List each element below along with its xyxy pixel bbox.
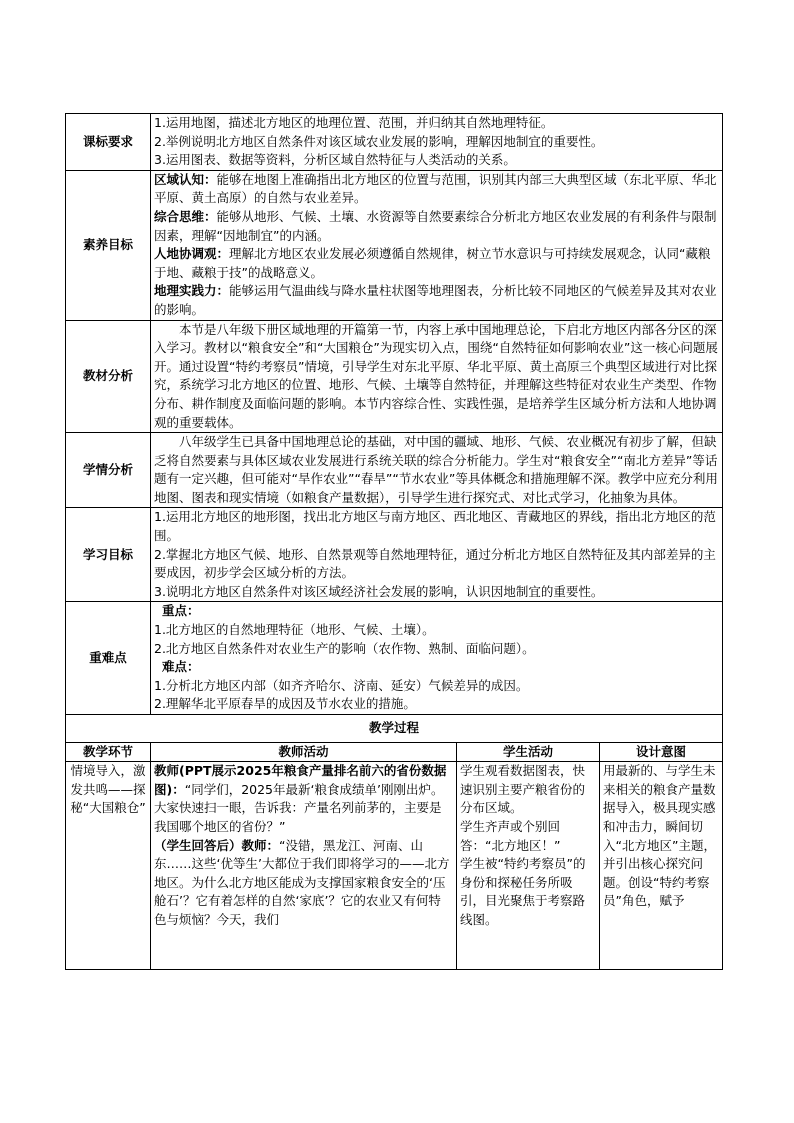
- header-intent: 设计意图: [600, 742, 723, 762]
- key-point-item: 2.北方地区自然条件对农业生产的影响（农作物、熟制、面临问题）。: [154, 640, 535, 656]
- lesson-plan-table: [65, 113, 723, 970]
- literacy-item-head: 人地协调观：: [154, 246, 230, 262]
- textbook-label: 教材分析: [66, 320, 151, 433]
- literacy-content: [151, 170, 723, 320]
- curriculum-item: 1.运用地图，描述北方地区的地理位置、范围，并归纳其自然地理特征。: [154, 115, 554, 130]
- teacher-head: 教师(PPT展示2025年粮食产量排名前六的省份数据图)：: [154, 763, 447, 797]
- process-title-row: [66, 715, 723, 743]
- students-label: 学情分析: [66, 433, 151, 508]
- objectives-row: [66, 508, 723, 602]
- process-stage: [66, 762, 151, 970]
- process-header-row: [66, 742, 723, 762]
- literacy-row: [66, 170, 723, 320]
- students-row: [66, 433, 723, 508]
- key-point-item: 1.北方地区的自然地理特征（地形、气候、土壤）。: [154, 622, 435, 638]
- objective-item: 2.掌握北方地区气候、地形、自然景观等自然地理特征，通过分析北方地区自然特征及其内部差异的主要成因，初步学会区域分析的方法。: [154, 546, 716, 581]
- student-activity: 学生观看数据图表，快速识别主要产粮省份的分布区域。: [460, 763, 586, 816]
- header-stage: 教学环节: [66, 742, 151, 762]
- literacy-item-head: 综合思维：: [154, 208, 217, 224]
- process-teacher-body: [154, 762, 453, 969]
- process-stage-text: 情境导入，激发共鸣——探秘“大国粮仓”: [70, 763, 146, 816]
- literacy-item: [154, 282, 719, 319]
- literacy-item-text: 能够在地图上准确指出北方地区的位置与范围，识别其内部三大典型区域（东北平原、华北平原、黄土高原）的自然与农业差异。: [154, 171, 717, 206]
- textbook-text: 本节是八年级下册区域地理的开篇第一节，内容上承中国地理总论，下启北方地区内部各分区的深入学习。教材以“粮食安全”和“大国粮仓”为现实切入点，围绕“自然特征如何影响农业”这一核心问题展开。通过设置“特约考察员”情境，引导学生对东北平原、华北平原、黄土高原三个典型区域进行对比探究，系统学习北方地区的位置、地形、气候、土壤等自然特征，并理解这些特征对农业生产类型、作物分布、耕作制度及面临问题的影响。本节内容综合性、实践性强，是培养学生区域分析方法和人地协调观的重要载体。: [154, 321, 718, 430]
- objective-item: 1.运用北方地区的地形图，找出北方地区与南方地区、西北地区、青藏地区的界线，指出北方地区的范围。: [154, 509, 716, 544]
- keypoints-row: [66, 602, 723, 715]
- objectives-label: 学习目标: [66, 508, 151, 602]
- literacy-item: [154, 208, 719, 245]
- process-intent-text: 用最新的、与学生未来相关的粮食产量数据导入，极具现实感和冲击力，瞬间切入“北方地区”主题，并引出核心探究问题。创设“特约考察员”角色，赋予: [603, 763, 716, 909]
- literacy-item-text: 能够从地形、气候、土壤、水资源等自然要素综合分析北方地区农业发展的有利条件与限制因素，理解“因地制宜”的内涵。: [154, 208, 717, 243]
- process-row: [66, 762, 723, 970]
- curriculum-item: 3.运用图表、数据等资料，分析区域自然特征与人类活动的关系。: [154, 152, 516, 168]
- keypoints-label: 重难点: [66, 602, 151, 715]
- literacy-label: 素养目标: [66, 170, 151, 320]
- difficult-point-item: 1.分析北方地区内部（如齐齐哈尔、济南、延安）气候差异的成因。: [154, 677, 529, 693]
- teacher-text-2: “没错，黑龙江、河南、山东……这些‘优等生’大都位于我们即将学习的——北方地区。为什么北方地区能成为支撑国家粮食安全的‘压舱石’？它有着怎样的自然‘家底’？它的农业又有何特色与烦恼？今天，我们: [154, 837, 450, 927]
- student-activity: 学生齐声或个别回答：“北方地区！”: [460, 818, 561, 853]
- teacher-text: “同学们，2025年最新‘粮食成绩单’刚刚出炉。大家快速扫一眼，告诉我：产量名列前茅的，主要是我国哪个地区的省份？”: [154, 781, 444, 834]
- teacher-head-2: （学生回答后）教师：: [154, 837, 280, 853]
- literacy-item-head: 地理实践力：: [154, 283, 230, 299]
- literacy-item: [154, 171, 719, 208]
- key-points-heading: 重点：: [162, 603, 200, 619]
- students-text: 八年级学生已具备中国地理总论的基础，对中国的疆域、地形、气候、农业概况有初步了解，但缺乏将自然要素与具体区域农业发展进行系统关联的综合分析能力。学生对“粮食安全”“南北方差异”等话题有一定兴趣，但可能对“旱作农业”“春旱”“节水农业”等具体概念和措施理解不深。教学中应充分利用地图、图表和现实情境（如粮食产量数据），引导学生进行探究式、对比式学习，化抽象为具体。: [154, 434, 718, 505]
- objectives-content: [151, 508, 723, 602]
- process-student: [457, 762, 600, 970]
- literacy-item-text: 能够运用气温曲线与降水量柱状图等地理图表，分析比较不同地区的气候差异及其对农业的影响。: [154, 283, 717, 317]
- header-teacher: 教师活动: [151, 742, 457, 762]
- header-student: 学生活动: [457, 742, 600, 762]
- curriculum-label: 课标要求: [66, 114, 151, 171]
- curriculum-item: 2.举例说明北方地区自然条件对该区域农业发展的影响，理解因地制宜的重要性。: [154, 133, 604, 149]
- process-student-body: [460, 762, 596, 969]
- process-intent: [600, 762, 723, 970]
- objective-item: 3.说明北方地区自然条件对该区域经济社会发展的影响，认识因地制宜的重要性。: [154, 583, 604, 599]
- literacy-item-head: 区域认知：: [154, 171, 217, 187]
- curriculum-content: [151, 114, 723, 171]
- process-title: 教学过程: [66, 715, 723, 743]
- student-activity: 学生被“特约考察员”的身份和探秘任务所吸引，目光聚焦于考察路线图。: [460, 856, 586, 927]
- curriculum-row: [66, 114, 723, 171]
- difficult-points-heading: 难点：: [162, 659, 200, 675]
- textbook-row: [66, 320, 723, 433]
- literacy-item-text: 理解北方地区农业发展必须遵循自然规律，树立节水意识与可持续发展观念，认同“藏粮于地、藏粮于技”的战略意义。: [154, 246, 711, 280]
- process-teacher: [151, 762, 457, 970]
- textbook-content: [151, 320, 723, 433]
- students-content: [151, 433, 723, 508]
- difficult-point-item: 2.理解华北平原春旱的成因及节水农业的措施。: [154, 696, 416, 712]
- literacy-item: [154, 245, 719, 282]
- keypoints-content: [151, 602, 723, 715]
